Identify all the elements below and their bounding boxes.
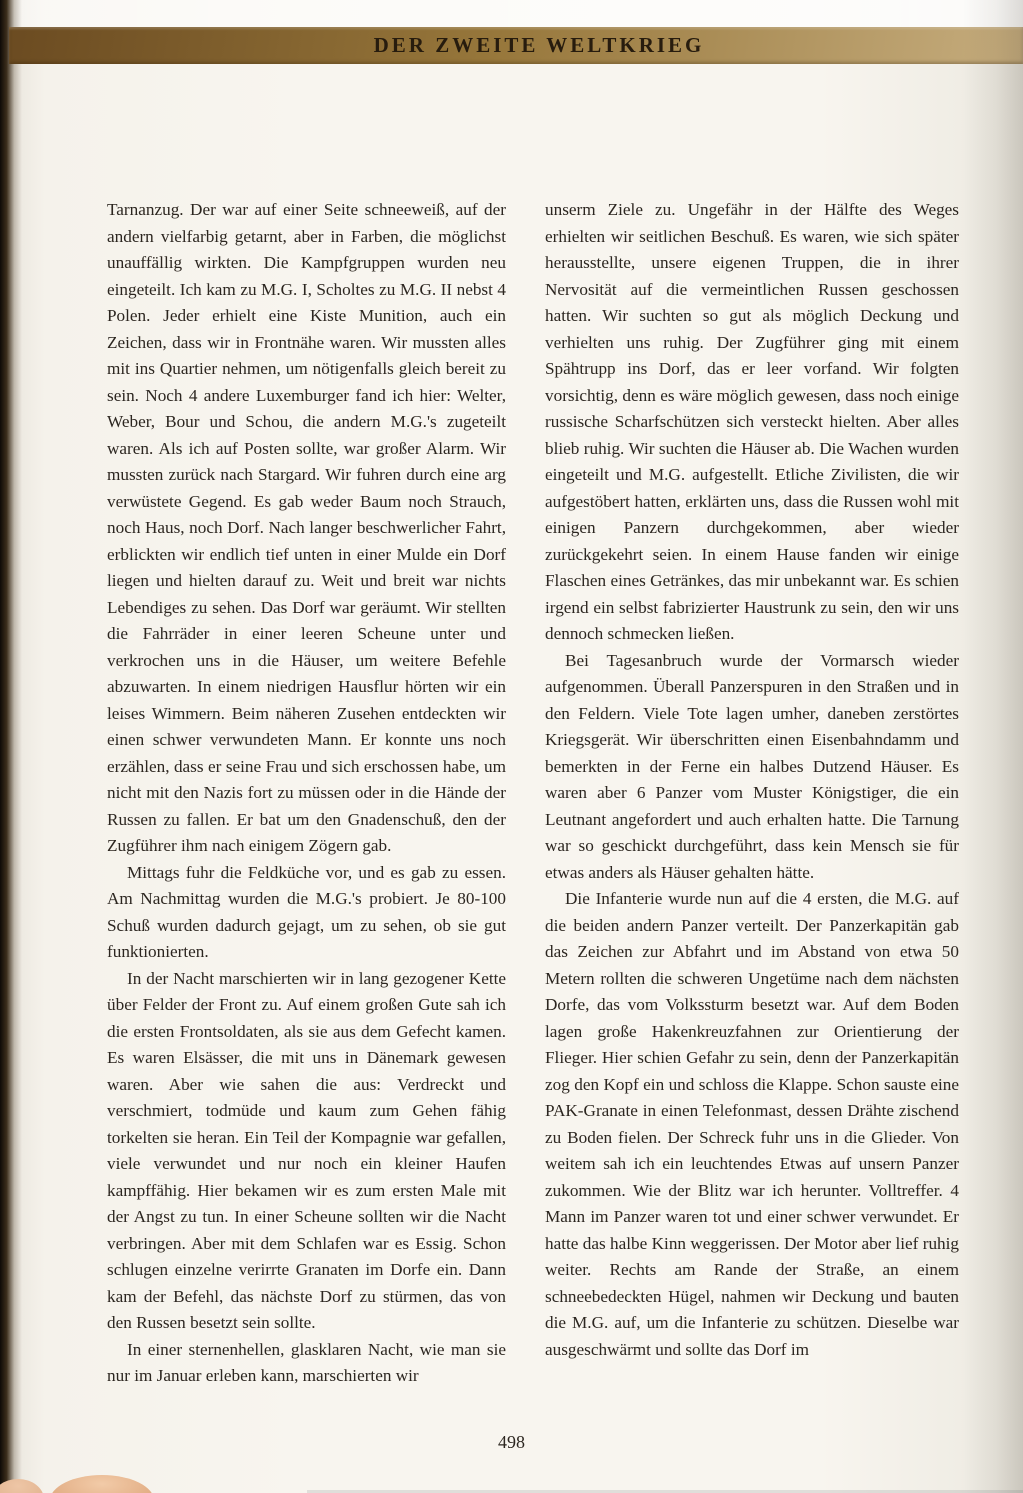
book-binding-shadow (0, 0, 22, 1493)
page-curve-shadow (963, 0, 1023, 1493)
page-number: 498 (498, 1432, 525, 1452)
paragraph: Die Infanterie wurde nun auf die 4 ersten, die M.G. auf die beiden andern Panzer verteilt. Der Panzerkapitän gab das Zeichen zur Abfahrt und im Abstand von etwa 50 Metern rollten die schweren Ungetüme nach dem nächsten Dorfe, das vom Volkssturm besetzt war. Auf dem Boden lagen große Hakenkreuzfahnen zur Orientierung der Flieger. Hier schien Gefahr zu sein, denn der Panzerkapitän zog den Kopf ein und schloss die Klappe. Schon sauste eine PAK-Granate in einen Telefonmast, dessen Drähte zischend zu Boden fielen. Der Schreck fuhr uns in die Glieder. Von weitem sah ich ein leuchtendes Etwas auf unsern Panzer zukommen. Wie der Blitz war ich herunter. Volltreffer. 4 Mann im Panzer waren tot und einer schwer verwundet. Er hatte das halbe Kinn weggerissen. Der Motor aber lief ruhig weiter. Rechts am Rande der Straße, an einem schneebedeckten Hügel, nahmen wir Deckung und bauten die M.G. auf, um die Infanterie zu schützen. Dieselbe war ausgeschwärmt und sollte das Dorf im (545, 889, 959, 1359)
page-top-margin (0, 0, 1023, 27)
paragraph: unserm Ziele zu. Ungefähr in der Hälfte des Weges erhielten wir seitlichen Beschuß. Es waren, wie sich später herausstellte, unsere eigenen Truppen, die in ihrer Nervosität auf die vermeintlichen Russen geschossen hatten. Wir suchten so gut als möglich Deckung und verhielten uns ruhig. Der Zugführer ging mit einem Spähtrupp ins Dorf, das er leer vorfand. Wir folgten vorsichtig, denn es wäre möglich gewesen, dass noch einige russische Scharfschützen sich versteckt hielten. Aber alles blieb ruhig. Wir suchten die Häuser ab. Die Wachen wurden eingeteilt und M.G. aufgestellt. Etliche Zivilisten, die wir aufgestöbert hatten, erklärten uns, dass die Russen wohl mit einigen Panzern durchgekommen, aber wieder zurückgekehrt seien. In einem Hause fanden wir einige Flaschen eines Getränkes, das mir unbekannt war. Es schien irgend ein selbst fabrizierter Haustrunk zu sein, den wir uns dennoch schmecken ließen. (545, 200, 959, 643)
paragraph: In einer sternenhellen, glasklaren Nacht, wie man sie nur im Januar erleben kann, marschierten wir (107, 1339, 506, 1385)
paragraph: Mittags fuhr die Feldküche vor, und es gab zu essen. Am Nachmittag wurden die M.G.'s probiert. Je 80-100 Schuß wurden dadurch gejagt, um zu sehen, ob sie gut funktionierten. (107, 862, 506, 961)
paragraph: Tarnanzug. Der war auf einer Seite schneeweiß, auf der andern vielfarbig getarnt, aber in Farben, die möglichst unauffällig wirkten. Die Kampfgruppen wurden neu eingeteilt. Ich kam zu M.G. I, Scholtes zu M.G. II nebst 4 Polen. Jeder erhielt eine Kiste Munition, auch ein Zeichen, dass wir in Frontnähe waren. Wir mussten alles mit ins Quartier nehmen, um nötigenfalls gleich bereit zu sein. Noch 4 andere Luxemburger fand ich hier: Welter, Weber, Bour und Schou, die andern M.G.'s zugeteilt waren. Als ich auf Posten sollte, war großer Alarm. Wir mussten zurück nach Stargard. Wir fuhren durch eine arg verwüstete Gegend. Es gab weder Baum noch Strauch, noch Haus, noch Dorf. Nach langer beschwerlicher Fahrt, erblickten wir endlich tief unten in einer Mulde ein Dorf liegen und hielten darauf zu. Weit und breit war nichts Lebendiges zu sehen. Das Dorf war geräumt. Wir stellten die Fahrräder in einer leeren Scheune unter und verkrochen uns in die Häuser, um weitere Befehle abzuwarten. In einem niedrigen Hausflur hörten wir ein leises Wimmern. Beim näheren Zusehen entdeckten wir einen schwer verwundeten Mann. Er konnte uns noch erzählen, dass er seine Frau und sich erschossen habe, um nicht mit den Nazis fort zu müssen oder in die Hände der Russen zu fallen. Er bat um den Gnadenschuß, den der Zugführer ihm nach einigem Zögern gab. (107, 200, 506, 855)
text-column-right (545, 197, 959, 1363)
paragraph: In der Nacht marschierten wir in lang gezogener Kette über Felder der Front zu. Auf einem großen Gute sah ich die ersten Frontsoldaten, als sie aus dem Gefecht kamen. Es waren Elsässer, die mit uns in Dänemark gewesen waren. Aber wie sahen die aus: Verdreckt und verschmiert, todmüde und kaum zum Gehen fähig torkelten sie heran. Ein Teil der Kompagnie war gefallen, viele verwundet und nur noch ein kleiner Haufen kampffähig. Hier bekamen wir es zum ersten Male mit der Angst zu tun. In einer Scheune sollten wir die Nacht verbringen. Aber mit dem Schlafen war es Essig. Schon schlugen einzelne verirrte Granaten im Dorfe ein. Dann kam der Befehl, das nächste Dorf zu stürmen, das von den Russen besetzt sein sollte. (107, 968, 506, 1332)
chapter-title: DER ZWEITE WELTKRIEG (373, 33, 705, 57)
scan-finger-artifact (0, 1479, 44, 1493)
scan-finger-artifact (50, 1475, 154, 1493)
text-column-left (107, 197, 506, 1390)
chapter-header-band (9, 27, 1023, 64)
paragraph: Bei Tagesanbruch wurde der Vormarsch wieder aufgenommen. Überall Panzerspuren in den Straßen und in den Feldern. Viele Tote lagen umher, daneben zerstörtes Kriegsgerät. Wir überschritten einen Eisenbahndamm und bemerkten in der Ferne ein halbes Dutzend Häuser. Es waren aber 6 Panzer vom Muster Königstiger, die ein Leutnant angefordert und auch erhalten hatte. Die Tarnung war so geschickt durchgeführt, dass kein Mensch sie für etwas anders als Häuser gehalten hätte. (545, 650, 959, 882)
